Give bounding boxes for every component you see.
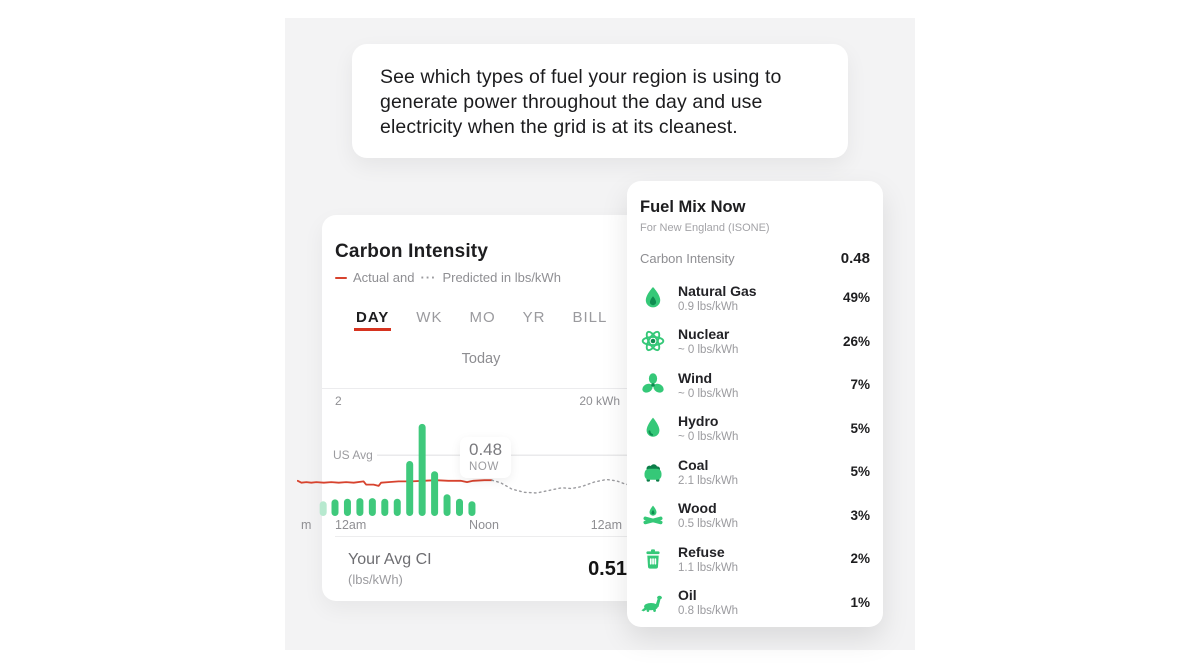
- avg-ci-row: [335, 537, 627, 587]
- fuel-name: Refuse: [678, 543, 725, 560]
- fuel-name: Natural Gas: [678, 282, 757, 299]
- fuel-row-refuse: [640, 537, 870, 581]
- fuel-ci-sub: 0.8 lbs/kWh: [678, 605, 739, 618]
- fuel-ci-sub: ~ 0 lbs/kWh: [678, 431, 739, 444]
- atom-icon: [640, 328, 666, 354]
- tab-wk[interactable]: WK: [416, 309, 442, 331]
- fuel-name: Hydro: [678, 413, 719, 430]
- now-tooltip: [460, 437, 511, 478]
- fuel-row-oil: [640, 581, 870, 625]
- period-label: Today: [461, 351, 501, 367]
- chart-legend: [335, 270, 627, 285]
- trash-icon: [640, 546, 666, 572]
- intro-card: [352, 44, 848, 158]
- actual-line-swatch: [335, 277, 347, 279]
- x-tick-clipped: m: [301, 518, 312, 532]
- fuel-ci-sub: 0.5 lbs/kWh: [678, 518, 739, 531]
- fuel-name: Wind: [678, 369, 713, 386]
- fuel-name: Nuclear: [678, 326, 730, 343]
- x-tick-noon: Noon: [469, 518, 499, 532]
- fuel-list: [640, 276, 870, 624]
- avg-ci-label: Your Avg CI: [348, 551, 432, 568]
- us-avg-label: US Avg: [333, 448, 373, 462]
- tab-mo[interactable]: MO: [469, 309, 495, 331]
- fuel-percent: 3%: [850, 507, 870, 523]
- fuel-percent: 49%: [842, 290, 870, 306]
- fuel-row-wood: [640, 494, 870, 538]
- x-tick-12am-right: 12am: [590, 518, 622, 532]
- fuel-name: Oil: [678, 587, 697, 604]
- y-axis-right-tick: 20 kWh: [579, 394, 620, 408]
- fan-icon: [640, 372, 666, 398]
- tab-yr[interactable]: YR: [523, 309, 546, 331]
- fuel-ci-sub: 1.1 lbs/kWh: [678, 561, 739, 574]
- fuel-row-nuclear: [640, 320, 870, 364]
- fuel-ci-sub: ~ 0 lbs/kWh: [678, 344, 739, 357]
- drop-icon: [640, 415, 666, 441]
- avg-ci-value: 0.51: [588, 557, 627, 580]
- period-tabs: [356, 309, 627, 331]
- fuel-mix-ci-label: Carbon Intensity: [640, 251, 735, 266]
- now-label: NOW: [469, 461, 499, 473]
- fuel-mix-region: For New England (ISONE): [640, 222, 770, 234]
- campfire-icon: [640, 502, 666, 528]
- legend-predicted-label: Predicted in lbs/kWh: [442, 270, 561, 285]
- fuel-ci-sub: ~ 0 lbs/kWh: [678, 387, 739, 400]
- flame-icon: [640, 285, 666, 311]
- fuel-percent: 5%: [850, 420, 870, 436]
- fuel-name: Coal: [678, 456, 709, 473]
- fuel-percent: 1%: [850, 594, 870, 610]
- fuel-mix-ci-value: 0.48: [840, 250, 870, 267]
- fuel-row-hydro: [640, 407, 870, 451]
- fuel-row-coal: [640, 450, 870, 494]
- fuel-row-wind: [640, 363, 870, 407]
- fuel-mix-title: Fuel Mix Now: [640, 198, 746, 216]
- fuel-percent: 26%: [842, 333, 870, 349]
- fuel-row-natural-gas: [640, 276, 870, 320]
- fuel-ci-sub: 0.9 lbs/kWh: [678, 300, 739, 313]
- predicted-line-swatch: ···: [420, 270, 437, 285]
- intro-text: See which types of fuel your region is using to generate power throughout the day and use electricity when the grid is at its cleanest.: [380, 66, 782, 138]
- now-value: 0.48: [469, 440, 503, 459]
- active-tab-underline: [354, 328, 391, 331]
- card-title: Carbon Intensity: [335, 241, 489, 262]
- carbon-intensity-chart: [297, 388, 627, 533]
- fuel-percent: 7%: [850, 377, 870, 393]
- tab-day[interactable]: DAY: [356, 309, 389, 331]
- coal-icon: [640, 459, 666, 485]
- legend-actual-label: Actual and: [353, 270, 415, 285]
- dinosaur-icon: [640, 589, 666, 615]
- tab-bill[interactable]: BILL: [572, 309, 607, 331]
- y-axis-left-tick: 2: [335, 394, 342, 408]
- fuel-percent: 5%: [850, 464, 870, 480]
- avg-ci-unit: (lbs/kWh): [348, 572, 403, 587]
- x-tick-12am-left: 12am: [335, 518, 367, 532]
- fuel-name: Wood: [678, 500, 717, 517]
- fuel-mix-card: [627, 181, 883, 627]
- fuel-mix-ci-row: [640, 250, 870, 267]
- fuel-ci-sub: 2.1 lbs/kWh: [678, 474, 739, 487]
- fuel-percent: 2%: [850, 551, 870, 567]
